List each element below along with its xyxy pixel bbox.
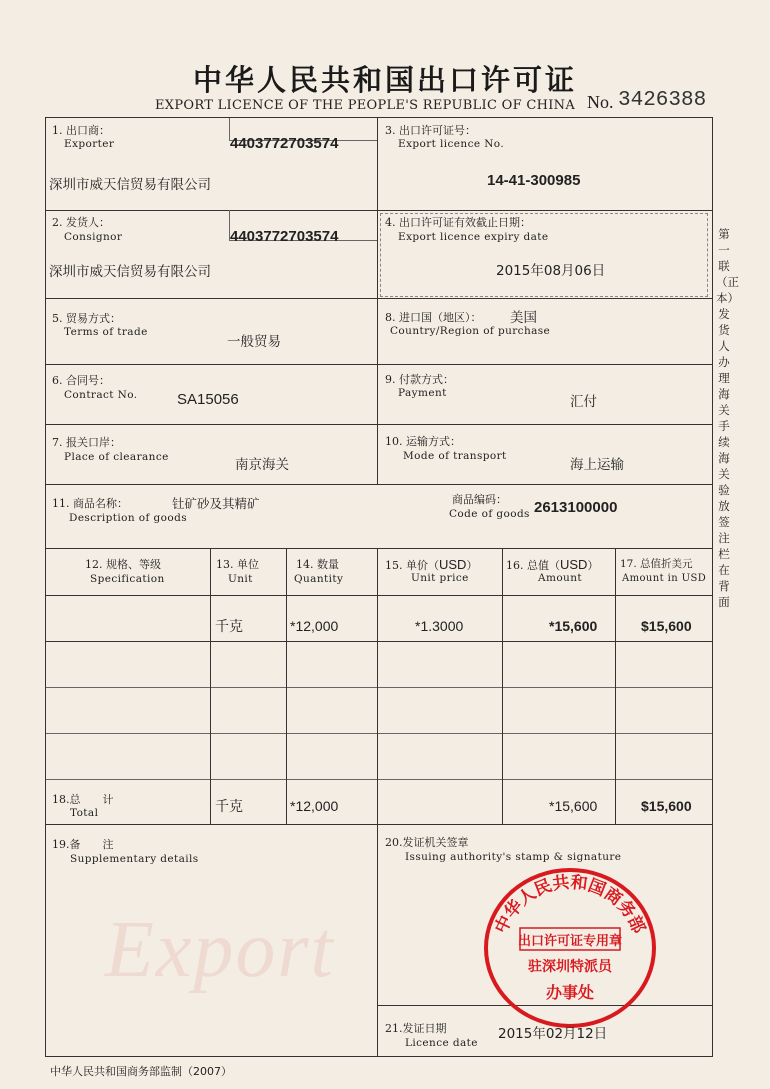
country-value: 美国 <box>510 310 537 326</box>
remarks-label-cn: 19.备 注 <box>52 838 114 851</box>
col-price-cn: 15. 单价（USD） <box>385 557 478 572</box>
goods-code-label-cn: 商品编码： <box>452 493 507 506</box>
expiry-value: 2015年08月06日 <box>496 263 606 279</box>
contract-value: SA15056 <box>177 391 239 408</box>
transport-label-en: Mode of transport <box>403 450 507 462</box>
clearance-value: 南京海关 <box>235 457 289 473</box>
col-usd-cn: 17. 总值折美元 <box>620 558 693 570</box>
total-unit: 千克 <box>215 799 243 815</box>
row-unit-price: *1.3000 <box>415 618 464 634</box>
total-label-en: Total <box>70 807 99 819</box>
row-unit: 千克 <box>215 619 243 635</box>
contract-label-cn: 6. 合同号： <box>52 374 110 387</box>
stamp-line1: 出口许可证专用章 <box>517 934 623 949</box>
clearance-label-en: Place of clearance <box>64 451 169 463</box>
clearance-label-cn: 7. 报关口岸： <box>52 436 121 449</box>
expiry-label-cn: 4. 出口许可证有效截止日期： <box>385 216 531 229</box>
payment-label-en: Payment <box>398 387 447 399</box>
total-amount: *15,600 <box>549 798 598 814</box>
transport-label-cn: 10. 运输方式： <box>385 435 461 448</box>
authority-label-en: Issuing authority's stamp & signature <box>405 851 622 863</box>
remarks-label-en: Supplementary details <box>70 853 199 865</box>
payment-label-cn: 9. 付款方式： <box>385 373 454 386</box>
licence-date-label-en: Licence date <box>405 1037 478 1049</box>
consignor-label-en: Consignor <box>64 231 123 243</box>
stamp-line3: 办事处 <box>545 983 595 1002</box>
stamp-outer-text: 中华人民共和国商务部 <box>491 872 649 937</box>
goods-label-en: Description of goods <box>69 512 188 524</box>
export-watermark: Export <box>105 906 335 994</box>
licence-title-en: EXPORT LICENCE OF THE PEOPLE'S REPUBLIC OF CHINA <box>155 98 576 113</box>
row-amount: *15,600 <box>549 618 598 634</box>
consignor-name: 深圳市威天信贸易有限公司 <box>49 264 211 280</box>
col-qty-cn: 14. 数量 <box>296 558 339 571</box>
col-amount-cn: 16. 总值（USD） <box>506 557 599 572</box>
licence-date-label-cn: 21.发证日期 <box>385 1022 447 1035</box>
terms-label-cn: 5. 贸易方式： <box>52 312 121 325</box>
contract-label-en: Contract No. <box>64 389 138 401</box>
serial-number: 3426388 <box>618 89 707 112</box>
consignor-code: 4403772703574 <box>230 228 339 245</box>
exporter-name: 深圳市威天信贸易有限公司 <box>49 177 211 193</box>
exporter-label-cn: 1. 出口商： <box>52 124 110 137</box>
licence-title-cn: 中华人民共和国出口许可证 <box>192 63 577 97</box>
licence-no-label-cn: 3. 出口许可证号： <box>385 124 476 137</box>
footer-issuer: 中华人民共和国商务部监制（2007） <box>50 1065 232 1078</box>
official-stamp <box>480 858 660 1028</box>
total-amount-usd: $15,600 <box>641 798 692 814</box>
copy-side-note: 第一联（正本）发货人办理海关手续海关验放签注栏在背面 <box>716 227 739 609</box>
total-quantity: *12,000 <box>290 798 339 814</box>
licence-date-value: 2015年02月12日 <box>498 1026 608 1042</box>
total-label-cn: 18.总 计 <box>52 793 114 806</box>
col-unit-cn: 13. 单位 <box>216 558 259 571</box>
goods-label-cn: 11. 商品名称： <box>52 497 128 510</box>
goods-value: 钍矿砂及其精矿 <box>172 496 260 511</box>
exporter-code: 4403772703574 <box>230 135 339 152</box>
serial-number-label: No. <box>587 92 614 112</box>
authority-label-cn: 20.发证机关签章 <box>385 836 469 849</box>
col-qty-en: Quantity <box>294 573 344 585</box>
goods-code-value: 2613100000 <box>534 499 618 516</box>
col-spec-cn: 12. 规格、等级 <box>85 558 161 571</box>
licence-no-label-en: Export licence No. <box>398 138 505 150</box>
col-amount-en: Amount <box>538 572 583 584</box>
col-price-en: Unit price <box>411 572 469 584</box>
exporter-label-en: Exporter <box>64 138 115 150</box>
consignor-label-cn: 2. 发货人： <box>52 216 110 229</box>
terms-label-en: Terms of trade <box>64 326 148 338</box>
country-label-en: Country/Region of purchase <box>390 325 551 337</box>
transport-value: 海上运输 <box>570 457 624 473</box>
col-unit-en: Unit <box>228 573 253 585</box>
payment-value: 汇付 <box>570 394 597 410</box>
col-usd-en: Amount in USD <box>622 573 707 584</box>
row-amount-usd: $15,600 <box>641 618 692 634</box>
row-quantity: *12,000 <box>290 618 339 634</box>
terms-value: 一般贸易 <box>227 334 281 350</box>
goods-code-label-en: Code of goods <box>449 508 530 520</box>
licence-no-value: 14-41-300985 <box>487 172 581 189</box>
expiry-label-en: Export licence expiry date <box>398 231 549 243</box>
stamp-line2: 驻深圳特派员 <box>528 959 612 975</box>
country-label-cn: 8. 进口国（地区）： <box>385 311 482 324</box>
col-spec-en: Specification <box>90 573 165 585</box>
